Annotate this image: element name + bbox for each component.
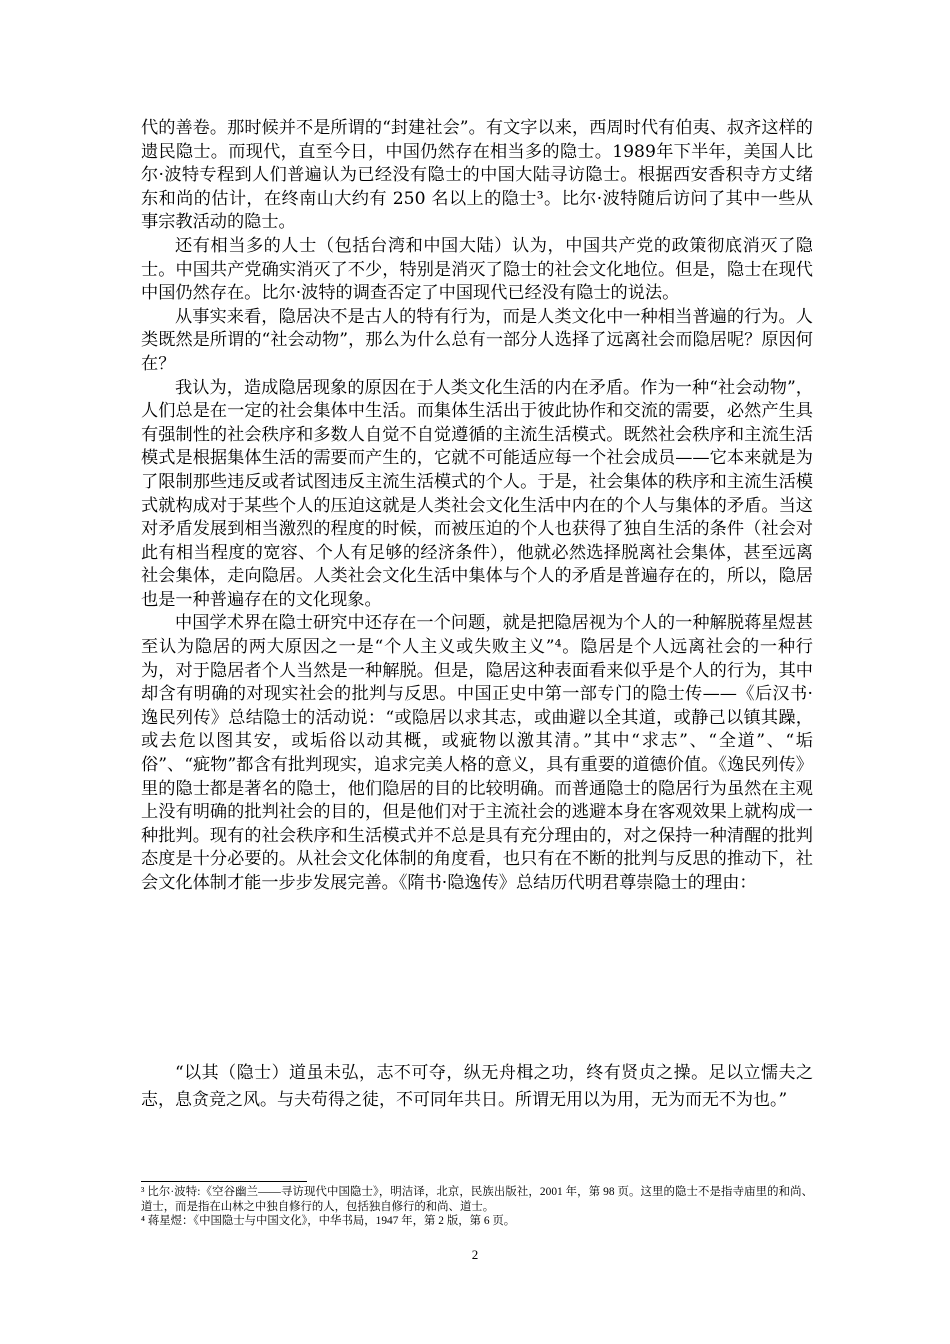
paragraph-1: 代的善卷。那时候并不是所谓的“封建社会”。有文字以来，西周时代有伯夷、叔齐这样的遗民隐士。而现代，直至今日，中国仍然存在相当多的隐士。1989年下半年，美国人比尔·波特专程到人们普遍认为已经没有隐士的中国大陆寻访隐士。根据西安香积寺方丈绪东和尚的估计，在终南山大约有 250 名以上的隐士³。比尔·波特随后访问了其中一些从事宗教活动的隐士。 <box>141 118 813 233</box>
footnote-4: ⁴ 蒋星煜：《中国隐士与中国文化》，中华书局，1947 年，第 2 版，第 6 页。 <box>141 1215 516 1227</box>
page-number: 2 <box>471 1247 479 1262</box>
footnote-3: ³ 比尔·波特:《空谷幽兰——寻访现代中国隐士》，明洁译，北京，民族出版社，2001 年，第 98 页。这里的隐士不是指寺庙里的和尚、道士，而是指在山林之中独自修行的人，包括独自修行的和尚、道士。 <box>141 1186 813 1213</box>
paragraph-5: 中国学术界在隐士研究中还存在一个问题，就是把隐居视为个人的一种解脱蒋星煜甚至认为隐居的两大原因之一是“个人主义或失败主义”⁴。隐居是个人远离社会的一种行为，对于隐居者个人当然是一种解脱。但是，隐居这种表面看来似乎是个人的行为，其中却含有明确的对现实社会的批判与反思。中国正史中第一部专门的隐士传——《后汉书·逸民列传》总结隐士的活动说：“或隐居以求其志，或曲避以全其道，或静己以镇其躁，或去危以图其安，或垢俗以动其概，或疵物以激其清。”其中“求志”、“全道”、“垢俗”、“疵物”都含有批判现实，追求完美人格的意义，具有重要的道德价值。《逸民列传》里的隐士都是著名的隐士，他们隐居的目的比较明确。而普通隐士的隐居行为虽然在主观上没有明确的批判社会的目的，但是他们对于主流社会的逃避本身在客观效果上就构成一种批判。现有的社会秩序和生活模式并不总是具有充分理由的，对之保持一种清醒的批判态度是十分必要的。从社会文化体制的角度看，也只有在不断的批判与反思的推动下，社会文化体制才能一步步发展完善。《隋书·隐逸传》总结历代明君尊崇隐士的理由： <box>141 613 813 893</box>
footnote-separator <box>141 1181 307 1182</box>
paragraph-2: 还有相当多的人士（包括台湾和中国大陆）认为，中国共产党的政策彻底消灭了隐士。中国共产党确实消灭了不少，特别是消灭了隐士的社会文化地位。但是，隐士在现代中国仍然存在。比尔·波特的调查否定了中国现代已经没有隐士的说法。 <box>141 235 813 304</box>
paragraph-3: 从事实来看，隐居决不是古人的特有行为，而是人类文化中一种相当普遍的行为。人类既然是所谓的“社会动物”，那么为什么总有一部分人选择了远离社会而隐居呢？原因何在？ <box>141 306 813 374</box>
block-quote: “以其（隐士）道虽未弘，志不可夺，纵无舟楫之功，终有贤贞之操。足以立懦夫之志，息贪竞之风。与夫苟得之徒，不可同年共日。所谓无用以为用，无为而无不为也。” <box>141 1063 813 1110</box>
body-text <box>141 117 813 896</box>
footnotes <box>141 1185 813 1229</box>
paragraph-4: 我认为，造成隐居现象的原因在于人类文化生活的内在矛盾。作为一种“社会动物”，人们总是在一定的社会集体中生活。而集体生活出于彼此协作和交流的需要，必然产生具有强制性的社会秩序和多数人自觉不自觉遵循的主流生活模式。既然社会秩序和主流生活模式是根据集体生活的需要而产生的，它就不可能适应每一个社会成员——它本来就是为了限制那些违反或者试图违反主流生活模式的个人。于是，社会集体的秩序和主流生活模式就构成对于某些个人的压迫这就是人类社会文化生活中内在的个人与集体的矛盾。当这对矛盾发展到相当激烈的程度的时候，而被压迫的个人也获得了独自生活的条件（社会对此有相当程度的宽容、个人有足够的经济条件），他就必然选择脱离社会集体，甚至远离社会集体，走向隐居。人类社会文化生活中集体与个人的矛盾是普遍存在的，所以，隐居也是一种普遍存在的文化现象。 <box>141 377 813 610</box>
